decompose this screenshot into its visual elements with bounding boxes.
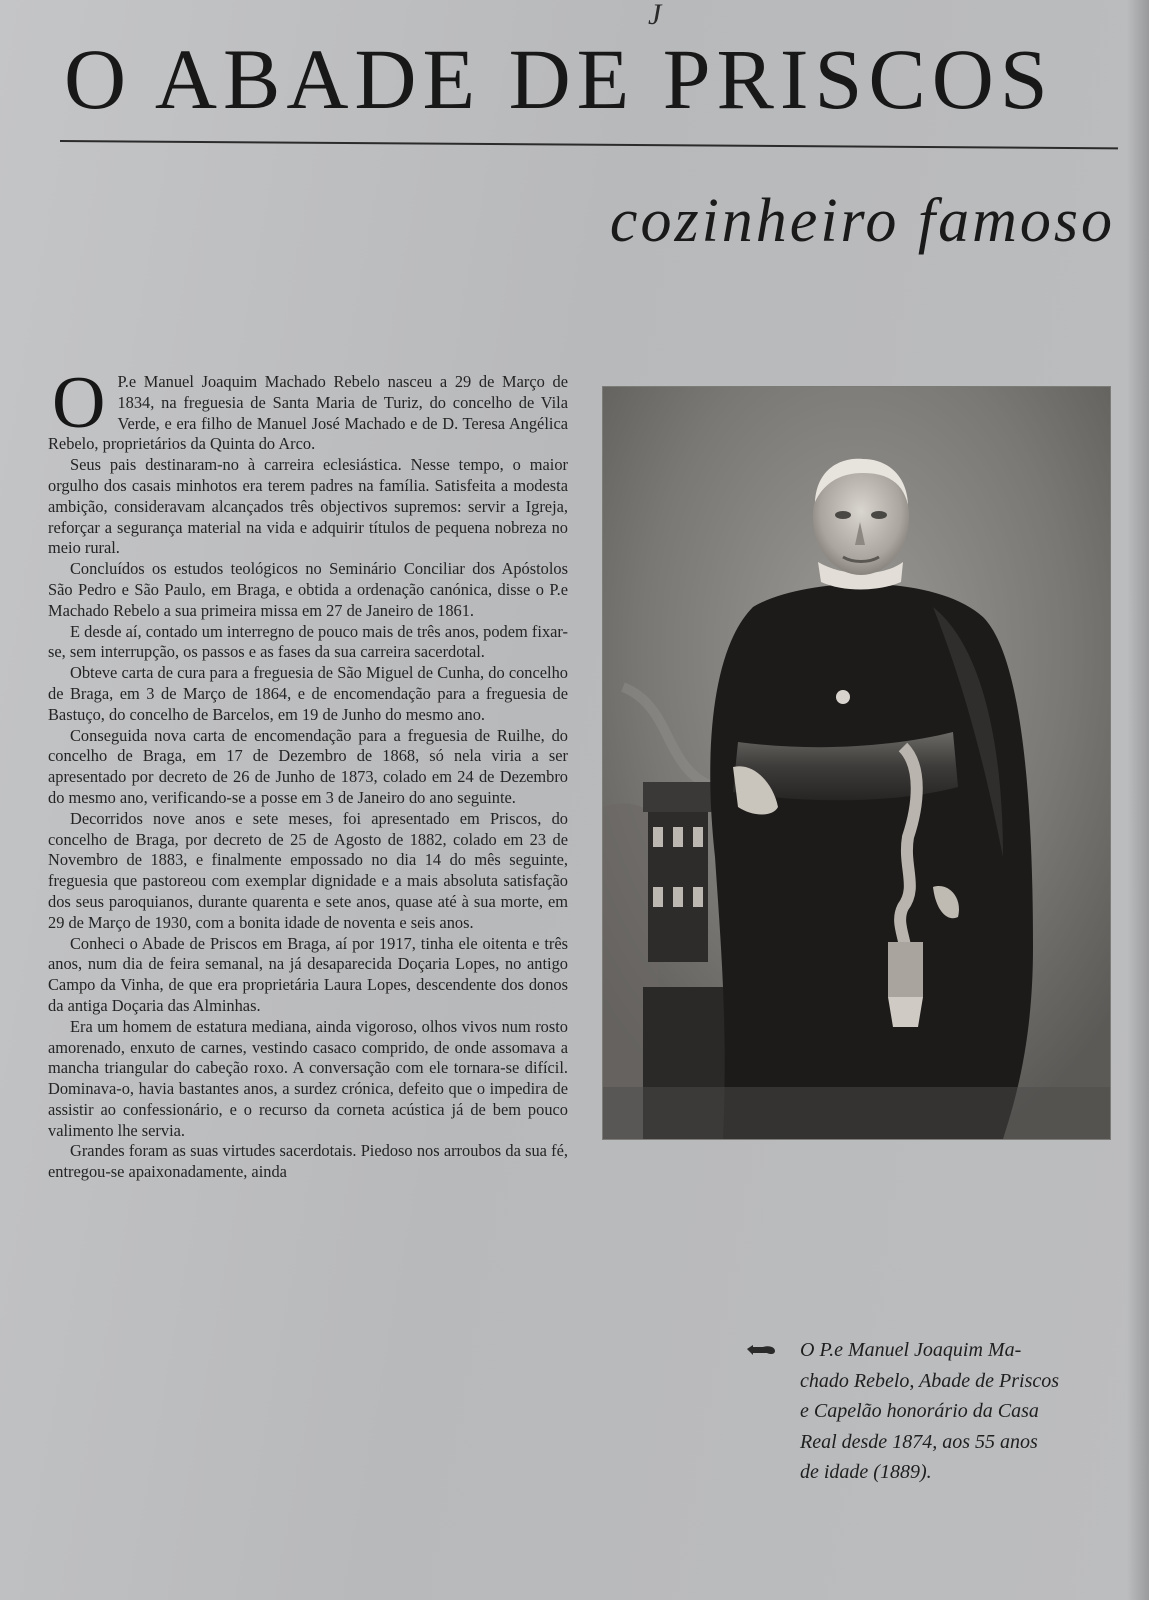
article-paragraph-7: Decorridos nove anos e sete meses, foi apresentado em Priscos, do concelho de Braga, por decreto de 25 de Agosto de 1882, colado em 23 de Novembro de 1883, e finalmente empossado no dia 14 do mês seguinte, freguesia que pastoreou com exemplar dignidade e a mais absoluta satisfação dos seus paroquianos, durante quarenta e sete anos, quase até à sua morte, em 29 de Março de 1930, com a bonita idade de noventa e seis anos. [48,808,568,932]
drop-cap: O [52,362,106,444]
page-subtitle: cozinheiro famoso [609,187,1115,255]
caption-line: de idade (1889). [800,1461,932,1483]
article-paragraph-8: Conheci o Abade de Priscos em Braga, aí por 1917, tinha ele oitenta e três anos, num dia de feira semanal, na já desaparecida Doçaria Lopes, no antigo Campo da Vinha, de que era proprietária Laura Lopes, descendente dos donos da antiga Doçaria das Alminhas. [48,933,568,1015]
caption-line: e Capelão honorário da Casa [800,1400,1039,1422]
portrait-illustration [603,387,1110,1139]
article-paragraph-3: Concluídos os estudos teológicos no Seminário Conciliar dos Apóstolos São Pedro e São Paulo, em Braga, e obtida a ordenação canónica, disse o P.e Machado Rebelo a sua primeira missa em 27 de Janeiro de 1861. [48,559,568,620]
photo-caption [745,1335,1105,1483]
page-edge-shadow [1127,0,1149,1600]
page-title: O ABADE DE PRISCOS [64,31,1054,127]
paragraph-text: P.e Manuel Joaquim Machado Rebelo nasceu a 29 de Março de 1834, na freguesia de Santa Maria de Turiz, do concelho de Vila Verde, e era filho de Manuel José Machado e de D. Teresa Angélica Rebelo, proprietários da Quinta do Arco. [48,372,568,454]
caption-line: Real desde 1874, aos 55 anos [800,1430,1038,1453]
article-paragraph-4: E desde aí, contado um interregno de pouco mais de três anos, podem fixar-se, sem interrupção, os passos e as fases da sua carreira sacerdotal. [48,621,568,662]
title-divider [60,140,1118,149]
article-paragraph-10: Grandes foram as suas virtudes sacerdotais. Piedoso nos arroubos da sua fé, entregou-se apaixonadamente, ainda [48,1141,568,1182]
caption-line: chado Rebelo, Abade de Priscos [800,1369,1060,1392]
caption-line: O P.e Manuel Joaquim Ma- [800,1339,1022,1361]
article-paragraph-5: Obteve carta de cura para a freguesia de São Miguel de Cunha, do concelho de Braga, em 3 de Março de 1864, e de encomendação para a freguesia de Bastuço, do concelho de Barcelos, em 19 de Junho do mesmo ano. [48,663,568,724]
caption-text [800,1335,1105,1488]
portrait-photo [603,387,1110,1139]
article-body [48,362,568,1183]
top-mark: J [648,0,662,31]
article-paragraph-6: Conseguida nova carta de encomendação para a freguesia de Ruilhe, do concelho de Braga, em 17 de Dezembro de 1868, só nela viria a ser apresentado por decreto de 26 de Junho de 1873, colado em 24 de Dezembro do mesmo ano, verificando-se a posse em 3 de Janeiro do ano seguinte. [48,725,568,807]
hand-pointer-ornament-icon [745,1336,777,1367]
article-paragraph-1 [48,362,568,455]
article-paragraph-9: Era um homem de estatura mediana, ainda vigoroso, olhos vivos num rosto amorenado, enxuto de carnes, vestindo casaco comprido, de onde assomava a mancha triangular do cabeção roxo. A conversação com ele tornara-se difícil. Dominava-o, havia bastantes anos, a surdez crónica, defeito que o impedira de assistir ao confessionário, e o recurso da corneta acústica já de bem pouco valimento lhe servia. [48,1016,568,1140]
article-paragraph-2: Seus pais destinaram-no à carreira eclesiástica. Nesse tempo, o maior orgulho dos casais minhotos era terem padres na família. Satisfeita a modesta ambição, consideravam alcançados três objectivos supremos: servir a Igreja, reforçar a segurança material na vida e adquirir títulos de pequena nobreza no meio rural. [48,455,568,558]
